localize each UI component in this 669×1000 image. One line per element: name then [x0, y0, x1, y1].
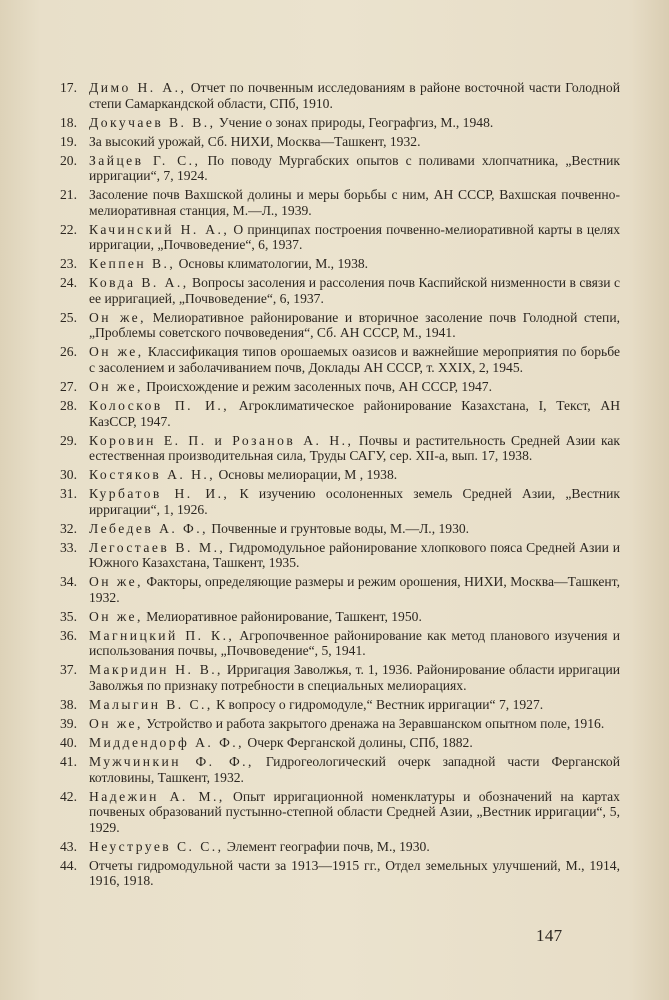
reference-text: Мелиоративное районирование и вторичное засоление почв Голодной степи, „Проблемы советского почвоведения“, Сб. АН СССР, М., 1941. — [89, 309, 620, 341]
reference-body — [89, 839, 620, 855]
reference-item — [60, 467, 620, 483]
reference-body — [89, 256, 620, 272]
reference-text: За высокий урожай, Сб. НИХИ, Москва—Ташкент, 1932. — [89, 133, 421, 149]
reference-author: Он же, — [89, 574, 143, 590]
reference-text: К вопросу о гидромодуле,“ Вестник ирригации“ 7, 1927. — [212, 696, 544, 712]
reference-body — [89, 398, 620, 429]
reference-author: Неуструев С. С., — [89, 838, 224, 854]
reference-number: 35. — [60, 608, 77, 624]
reference-number: 44. — [60, 857, 77, 873]
reference-item — [60, 716, 620, 732]
reference-item — [60, 222, 620, 253]
reference-item — [60, 486, 620, 517]
reference-text: Гидрогеологический очерк западной части Ферганской котловины, Ташкент, 1932. — [89, 753, 620, 785]
reference-author: Качинский Н. А., — [89, 221, 230, 237]
reference-author: Докучаев В. В., — [89, 114, 216, 130]
reference-text: Очерк Ферганской долины, СПб, 1882. — [244, 734, 473, 750]
reference-text: Учение о зонах природы, Географгиз, М., 1948. — [215, 114, 494, 130]
reference-body — [89, 486, 620, 517]
reference-author: Коровин Е. П. и Розанов А. Н., — [89, 432, 354, 448]
reference-body — [89, 344, 620, 375]
reference-item — [60, 697, 620, 713]
reference-item — [60, 574, 620, 605]
reference-number: 20. — [60, 152, 77, 168]
reference-text: Отчеты гидромодульной части за 1913—1915 гг., Отдел земельных улучшений, М., 1914, 1916, 1918. — [89, 857, 620, 889]
reference-author: Кеппен В., — [89, 256, 176, 272]
reference-text: Агроклиматическое районирование Казахстана, I, Текст, АН КазССР, 1947. — [89, 397, 621, 429]
reference-item — [60, 521, 620, 537]
reference-author: Он же, — [89, 379, 143, 394]
reference-number: 33. — [60, 539, 77, 555]
reference-body — [89, 134, 620, 150]
reference-text: О принципах построения почвенно-мелиоративной карты в целях ирригации, „Почвоведение“, 6, 1937. — [89, 221, 621, 253]
reference-number: 23. — [60, 256, 77, 272]
reference-text: Почвы и растительность Средней Азии как естественная производительная сила, Труды САГУ, сер. XII-а, вып. 17, 1938. — [89, 432, 620, 464]
reference-item — [60, 433, 620, 464]
reference-item — [60, 628, 620, 659]
reference-text: Вопросы засоления и рассоления почв Каспийской низменности в связи с ее ирригацией, „Почвоведение“, 6, 1937. — [89, 275, 621, 306]
reference-body — [89, 521, 620, 537]
reference-item — [60, 153, 620, 184]
reference-body — [89, 716, 620, 732]
reference-text: Ирригация Заволжья, т. 1, 1936. Районирование области ирригации Заволжья по признаку потребности в специальных мелиорациях. — [89, 662, 620, 693]
reference-body — [89, 609, 620, 625]
reference-item — [60, 256, 620, 272]
reference-body — [89, 540, 620, 571]
reference-body — [89, 789, 620, 836]
reference-author: Он же, — [89, 309, 147, 325]
reference-number: 19. — [60, 133, 77, 149]
reference-number: 24. — [60, 275, 77, 291]
reference-item — [60, 344, 620, 375]
reference-text: Основы климатологии, М., 1938. — [175, 256, 369, 272]
reference-item — [60, 275, 620, 306]
reference-author: Он же, — [89, 344, 144, 360]
reference-item — [60, 398, 620, 429]
reference-number: 36. — [60, 627, 77, 643]
reference-author: Костяков А. Н., — [89, 467, 216, 483]
reference-number: 31. — [60, 486, 77, 502]
reference-item — [60, 187, 620, 218]
reference-number: 34. — [60, 574, 77, 590]
page-number: 147 — [536, 926, 563, 945]
reference-number: 26. — [60, 344, 77, 360]
reference-author: Лебедев А. Ф., — [89, 520, 208, 536]
reference-number: 42. — [60, 788, 77, 804]
reference-list — [60, 80, 620, 892]
reference-author: Он же, — [89, 608, 143, 624]
reference-body — [89, 433, 620, 464]
reference-body — [89, 153, 620, 184]
reference-number: 39. — [60, 715, 77, 731]
reference-number: 27. — [60, 379, 77, 394]
reference-number: 30. — [60, 467, 77, 483]
reference-author: Магницкий П. К., — [89, 627, 235, 643]
reference-text: Гидромодульное районирование хлопкового пояса Средней Азии и Южного Казахстана, Ташкент, 1935. — [89, 539, 620, 571]
reference-body — [89, 115, 620, 131]
reference-number: 17. — [60, 80, 77, 95]
reference-item — [60, 134, 620, 150]
reference-number: 25. — [60, 309, 77, 325]
reference-number: 41. — [60, 753, 77, 769]
reference-text: Агропочвенное районирование как метод планового изучения и использования почвы, „Почвоведение“, 5, 1941. — [89, 627, 620, 659]
reference-number: 22. — [60, 221, 77, 237]
reference-item — [60, 609, 620, 625]
reference-item — [60, 839, 620, 855]
reference-author: Зайцев Г. С., — [89, 152, 201, 168]
reference-author: Малыгин В. С., — [89, 696, 213, 712]
reference-author: Надежин А. М., — [89, 788, 225, 804]
reference-number: 29. — [60, 432, 77, 448]
reference-number: 32. — [60, 520, 77, 536]
reference-body — [89, 858, 620, 889]
reference-author: Димо Н. А., — [89, 80, 187, 95]
reference-text: Происхождение и режим засоленных почв, АН СССР, 1947. — [142, 379, 492, 394]
reference-text: Факторы, определяющие размеры и режим орошения, НИХИ, Москва—Ташкент, 1932. — [89, 574, 620, 605]
reference-item — [60, 80, 620, 111]
reference-author: Колосков П. И., — [89, 397, 230, 413]
reference-item — [60, 662, 620, 693]
reference-item — [60, 115, 620, 131]
reference-number: 21. — [60, 187, 77, 203]
reference-author: Мужчинкин Ф. Ф., — [89, 753, 254, 769]
reference-text: По поводу Мургабских опытов с поливами хлопчатника, „Вестник ирригации“, 7, 1924. — [89, 152, 620, 184]
reference-number: 43. — [60, 838, 77, 854]
reference-body — [89, 187, 620, 218]
reference-item — [60, 754, 620, 785]
reference-body — [89, 662, 620, 693]
reference-item — [60, 858, 620, 889]
reference-text: Классификация типов орошаемых оазисов и важнейшие мероприятия по борьбе с засолением и заболачиванием почв, Доклады АН СССР, т. XXIX, 2, 1945. — [89, 344, 620, 376]
reference-author: Курбатов Н. И., — [89, 486, 230, 502]
reference-author: Миддендорф А. Ф., — [89, 734, 244, 750]
reference-body — [89, 80, 620, 111]
reference-body — [89, 379, 620, 395]
reference-body — [89, 697, 620, 713]
reference-text: Опыт ирригационной номенклатуры и обозначений на картах почвеных образований пустынно-степной области Средней Азии, „Вестник ирригации“, 5, 1929. — [89, 788, 620, 835]
reference-body — [89, 628, 620, 659]
reference-text: К изучению осолоненных земель Средней Азии, „Вестник ирригации“, 1, 1926. — [89, 486, 621, 517]
reference-body — [89, 310, 620, 341]
reference-number: 38. — [60, 696, 77, 712]
reference-text: Мелиоративное районирование, Ташкент, 1950. — [142, 608, 422, 624]
reference-item — [60, 789, 620, 836]
reference-item — [60, 379, 620, 395]
reference-author: Легостаев В. М., — [89, 539, 226, 555]
reference-number: 18. — [60, 114, 77, 130]
reference-text: Почвенные и грунтовые воды, М.—Л., 1930. — [207, 520, 470, 536]
reference-text: Устройство и работа закрытого дренажа на Зеравшанском опытном поле, 1916. — [142, 715, 605, 731]
reference-body — [89, 735, 620, 751]
reference-item — [60, 735, 620, 751]
reference-body — [89, 222, 620, 253]
reference-text: Засоление почв Вахшской долины и меры борьбы с ним, АН СССР, Вахшская почвенно-мелиоративная станция, М.—Л., 1939. — [89, 187, 620, 218]
reference-text: Элемент географии почв, М., 1930. — [223, 838, 430, 854]
reference-body — [89, 574, 620, 605]
reference-body — [89, 467, 620, 483]
reference-number: 37. — [60, 662, 77, 678]
reference-item — [60, 310, 620, 341]
reference-text: Отчет по почвенным исследованиям в районе восточной части Голодной степи Самаркандской области, СПб, 1910. — [89, 80, 620, 111]
reference-author: Он же, — [89, 715, 143, 731]
reference-number: 28. — [60, 397, 77, 413]
reference-body — [89, 275, 620, 306]
reference-body — [89, 754, 620, 785]
reference-number: 40. — [60, 734, 77, 750]
reference-item — [60, 540, 620, 571]
reference-author: Макридин Н. В., — [89, 662, 223, 678]
reference-author: Ковда В. А., — [89, 275, 189, 291]
reference-text: Основы мелиорации, М , 1938. — [215, 467, 398, 483]
